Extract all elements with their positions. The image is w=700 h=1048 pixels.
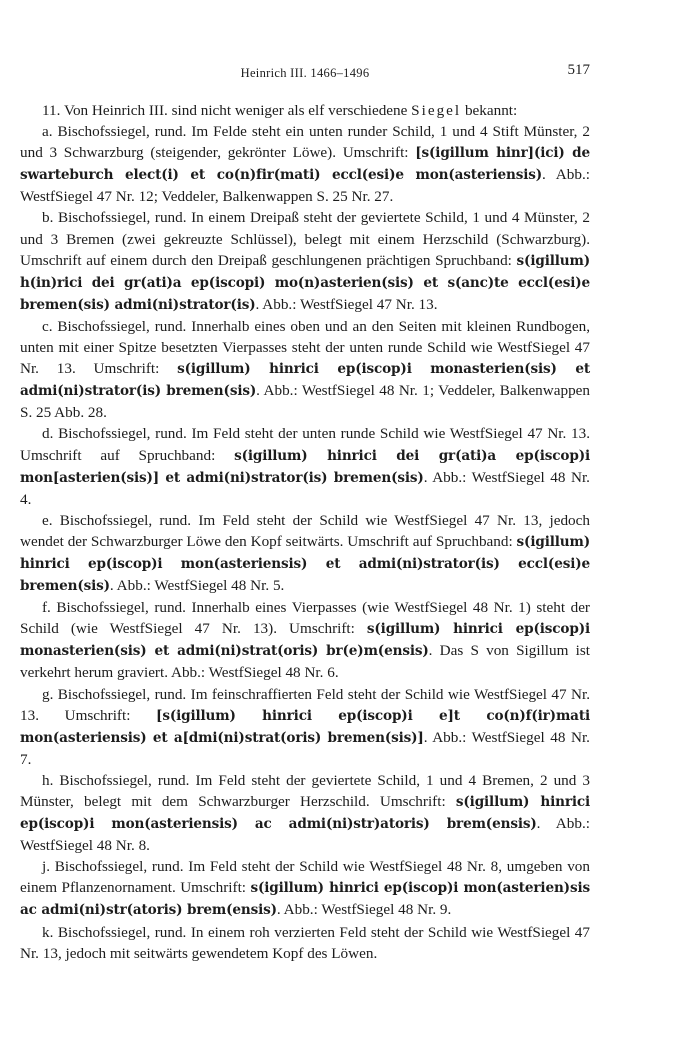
page-number: 517 <box>567 62 590 78</box>
paragraph-text: d. Bischofssiegel, rund. Im Feld steht der unten runde Schild wie WestfSiegel 47 Nr. 13. Umschrift auf Spruchband: <box>20 425 590 464</box>
paragraph-text: . Abb.: WestfSiegel 47 Nr. 13. <box>255 295 438 313</box>
seal-paragraph-h <box>20 770 590 856</box>
running-head <box>20 62 590 82</box>
seal-inscription: s(igillum) hinrici ep(iscop)i monasterien(sis) et admi(ni)strator(is) bremen(sis) <box>20 361 590 400</box>
paragraph-text: . Abb.: WestfSiegel 48 Nr. 8. <box>20 815 590 855</box>
seal-inscription: s(igillum) hinrici ep(iscop)i mon(asteriensis) ac admi(ni)str)atoris) brem(ensis) <box>20 794 590 833</box>
seal-paragraph-b <box>20 207 590 315</box>
seal-inscription: s(igillum) h(in)rici dei gr(ati)a ep(iscopi) mo(n)asterien(sis) et s(anc)te eccl(esi)e bremen(sis) admi(ni)strator(is) <box>20 252 590 313</box>
seal-paragraph-d <box>20 423 590 509</box>
seal-paragraph-g <box>20 684 590 770</box>
paragraph-text: h. Bischofssiegel, rund. Im Feld steht der geviertete Schild, 1 und 4 Bremen, 2 und 3 Münster, belegt mit dem Schwarzburger Herzschild. Umschrift: <box>20 771 590 810</box>
paragraph-text: . Abb.: WestfSiegel 48 Nr. 5. <box>109 577 285 595</box>
seal-inscription: s(igillum) hinrici dei gr(ati)a ep(iscop)i mon[asterien(sis)] et admi(ni)strator(is) bremen(sis) <box>20 447 590 486</box>
seal-inscription: [s(igillum hinr](ici) de swarteburch elect(i) et co(n)fir(mati) eccl(esi)e mon(asteriensis) <box>20 145 591 184</box>
paragraph-text: . Das S von Sigillum ist verkehrt herum graviert. Abb.: WestfSiegel 48 Nr. 6. <box>20 642 590 682</box>
paragraph-text: f. Bischofssiegel, rund. Innerhalb eines Vierpasses (wie WestfSiegel 48 Nr. 1) steht der Schild (wie WestfSiegel 47 Nr. 13). Umschrift: <box>20 599 590 638</box>
paragraph-text: c. Bischofssiegel, rund. Innerhalb eines oben und an den Seiten mit kleinen Rundbogen, unten mit einer Spitze besetzten Vierpasses steht der unten runde Schild wie WestfSiegel 47 Nr. 13. Umschrift: <box>20 317 590 378</box>
intro-paragraph <box>20 100 590 121</box>
seal-paragraph-k <box>20 922 590 964</box>
paragraph-text: . Abb.: WestfSiegel 48 Nr. 7. <box>20 728 590 768</box>
seal-paragraph-e <box>20 510 590 597</box>
running-title: Heinrich III. 1466–1496 <box>240 66 370 80</box>
seal-paragraph-j <box>20 856 590 921</box>
paragraph-text: . Abb.: WestfSiegel 48 Nr. 1; Veddeler, Balkenwappen S. 25 Abb. 28. <box>20 382 591 422</box>
paragraph-text: e. Bischofssiegel, rund. Im Feld steht der Schild wie WestfSiegel 47 Nr. 13, jedoch wendet der Schwarzburger Löwe den Kopf seitwärts. Umschrift auf Spruchband: <box>20 511 590 550</box>
paragraph-text: j. Bischofssiegel, rund. Im Feld steht der Schild wie WestfSiegel 48 Nr. 8, umgeben von einem Pflanzenornament. Umschrift: <box>20 858 590 897</box>
paragraph-text: a. Bischofssiegel, rund. Im Felde steht ein unten runder Schild, 1 und 4 Stift Münster, 2 und 3 Schwarzburg (steigender, gekrönter Löwe). Umschrift: <box>20 123 590 162</box>
seal-paragraph-f <box>20 597 590 683</box>
paragraph-text: g. Bischofssiegel, rund. Im feinschraffierten Feld steht der Schild wie WestfSiegel 47 Nr. 13. Umschrift: <box>20 685 590 724</box>
paragraph-text: . Abb.: WestfSiegel 47 Nr. 12; Veddeler, Balkenwappen S. 25 Nr. 27. <box>20 166 590 206</box>
intro-text-end: bekannt: <box>461 102 518 119</box>
seal-paragraph-a <box>20 121 590 207</box>
seal-inscription: s(igillum) hinrici ep(iscop)i mon(asterien)sis ac admi(ni)str(atoris) brem(ensis) <box>20 880 590 919</box>
seal-inscription: [s(igillum) hinrici ep(iscop)i e]t co(n)f(ir)mati mon(asteriensis) et a[dmi(ni)strat(oris) bremen(sis)] <box>20 707 590 746</box>
paragraph-text: . Abb.: WestfSiegel 48 Nr. 4. <box>20 468 590 508</box>
spaced-word: Siegel <box>411 102 462 119</box>
paragraph-text: b. Bischofssiegel, rund. In einem Dreipaß steht der geviertete Schild, 1 und 4 Münster, 2 und 3 Bremen (zwei gekreuzte Schlüssel), belegt mit einem Herzschild (Schwarzburg). Umschrift auf einem durch den Dreipaß geschlungenen prächtigen Spruchband: <box>20 209 590 269</box>
seal-inscription: s(igillum) hinrici ep(iscop)i monasterien(sis) et admi(ni)strat(oris) br(e)m(ensis) <box>20 621 590 660</box>
intro-text: 11. Von Heinrich III. sind nicht weniger als elf verschiedene <box>42 102 412 119</box>
seal-paragraph-c <box>20 316 590 423</box>
body-text <box>20 100 590 964</box>
paragraph-text: . Abb.: WestfSiegel 48 Nr. 9. <box>276 901 452 919</box>
seal-inscription: s(igillum) hinrici ep(iscop)i mon(asteriensis) et admi(ni)strator(is) eccl(esi)e bremen(sis) <box>20 533 590 595</box>
paragraph-text: k. Bischofssiegel, rund. In einem roh verzierten Feld steht der Schild wie WestfSiegel 47 Nr. 13, jedoch mit seitwärts gewendetem Kopf des Löwen. <box>20 923 590 962</box>
